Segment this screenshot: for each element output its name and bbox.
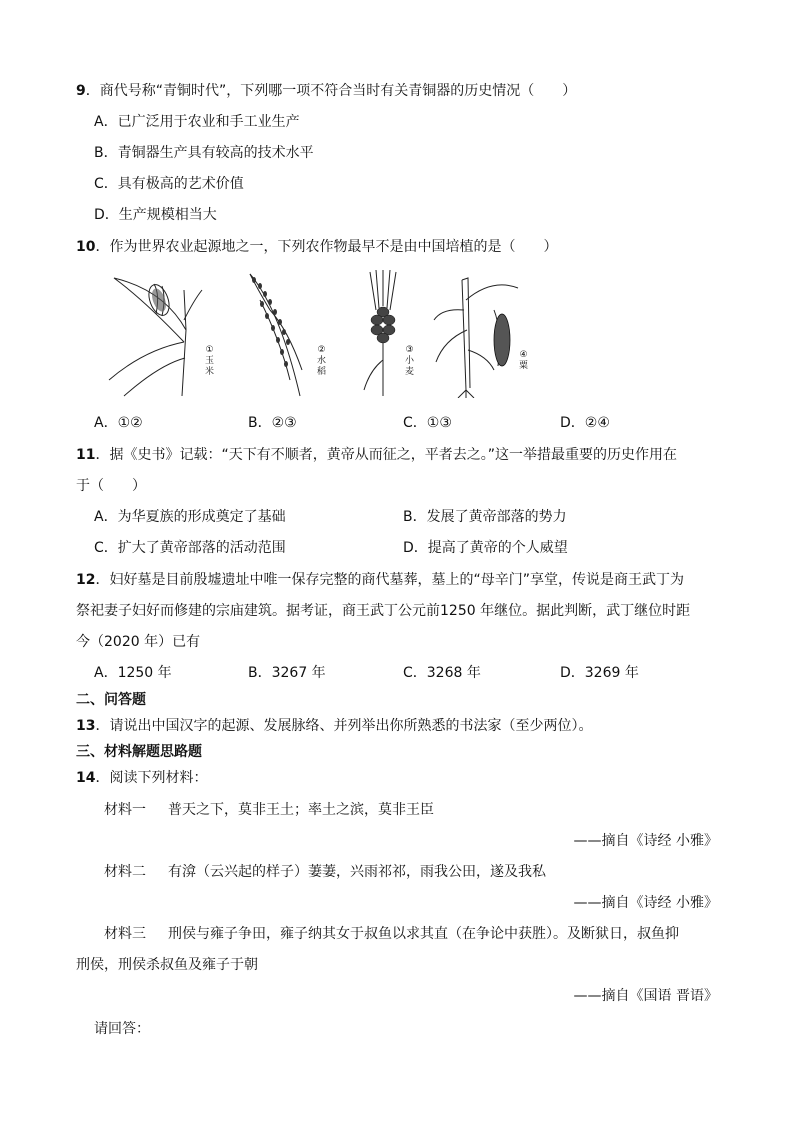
figure-label-1: ①玉米 (204, 345, 214, 377)
option-a: A．已广泛用于农业和手工业生产 (94, 114, 300, 130)
material-3-continued: 刑侯，刑侯杀叔鱼及雍子于朝 (76, 957, 258, 973)
millet-drawing (432, 270, 526, 398)
option-b: B．②③ (248, 415, 297, 431)
option-a: A．为华夏族的形成奠定了基础 (94, 509, 286, 525)
section-heading-2: 二、问答题 (76, 692, 146, 708)
option-c: C．具有极高的艺术价值 (94, 176, 244, 192)
rice-drawing (240, 270, 316, 398)
question-number: 12 (76, 572, 96, 588)
question-text: ．商代号称“青铜时代”，下列哪一项不符合当时有关青铜器的历史情况（ ） (85, 83, 577, 99)
answer-prompt: 请回答： (94, 1021, 150, 1037)
option-d: D．提高了黄帝的个人威望 (403, 540, 568, 556)
option-d: D．3269 年 (560, 665, 639, 681)
material-label: 材料三 (104, 926, 146, 942)
question-number: 10 (76, 239, 96, 255)
question-text: ．阅读下列材料： (95, 770, 208, 786)
rice-illustration (240, 270, 332, 398)
option-c: C．①③ (403, 415, 452, 431)
question-10 (76, 237, 557, 257)
question-text: ．请说出中国汉字的起源、发展脉络、并列举出你所熟悉的书法家（至少两位）。 (95, 718, 593, 734)
option-b: B．3267 年 (248, 665, 326, 681)
material-label: 材料二 (104, 864, 146, 880)
question-9 (76, 81, 576, 101)
millet-illustration (432, 270, 542, 398)
question-13 (76, 716, 592, 736)
option-a: A．①② (94, 415, 143, 431)
question-12-line-3: 今（2020 年）已有 (76, 634, 201, 650)
option-c: C．扩大了黄帝部落的活动范围 (94, 540, 286, 556)
material-3-source: ——摘自《国语 晋语》 (573, 988, 718, 1004)
figure-label-2: ②水稻 (316, 345, 326, 377)
question-11 (76, 445, 677, 465)
option-a: A．1250 年 (94, 665, 172, 681)
material-label: 材料一 (104, 802, 146, 818)
question-number: 9 (76, 83, 86, 99)
option-d: D．生产规模相当大 (94, 207, 217, 223)
question-12-line-2: 祭祀妻子妇好而修建的宗庙建筑。据考证，商王武丁公元前1250 年继位。据此判断，武丁继位时距 (76, 603, 691, 619)
wheat-drawing (362, 270, 404, 398)
question-number: 14 (76, 770, 96, 786)
question-text: ．作为世界农业起源地之一，下列农作物最早不是由中国培植的是（ ） (95, 239, 558, 255)
corn-drawing (104, 270, 204, 398)
material-text: 普天之下，莫非王土；率土之滨，莫非王臣 (168, 802, 434, 818)
corn-illustration (104, 270, 220, 398)
material-1-source: ——摘自《诗经 小雅》 (573, 833, 718, 849)
figure-label-4: ④粟 (518, 350, 528, 371)
question-text: ．据《史书》记载：“天下有不顺者，黄帝从而征之，平者去之。”这一举措最重要的历史作用在 (95, 447, 677, 463)
question-12 (76, 570, 684, 590)
figure-label-3: ③小麦 (404, 345, 414, 377)
option-b: B．发展了黄帝部落的势力 (403, 509, 567, 525)
option-d: D．②④ (560, 415, 610, 431)
material-text: 有渰（云兴起的样子）萋萋，兴雨祁祁，雨我公田，遂及我私 (168, 864, 546, 880)
option-b: B．青铜器生产具有较高的技术水平 (94, 145, 314, 161)
question-number: 13 (76, 718, 96, 734)
material-2 (104, 862, 546, 882)
question-number: 11 (76, 447, 96, 463)
question-text: ．妇好墓是目前殷墟遗址中唯一保存完整的商代墓葬，墓上的“母辛门”享堂，传说是商王武丁为 (95, 572, 684, 588)
material-3 (104, 924, 679, 944)
question-11-continued: 于（ ） (76, 478, 146, 494)
material-2-source: ——摘自《诗经 小雅》 (573, 895, 718, 911)
wheat-illustration (362, 270, 418, 398)
section-heading-3: 三、材料解题思路题 (76, 744, 202, 760)
material-1 (104, 800, 434, 820)
material-text: 刑侯与雍子争田，雍子纳其女于叔鱼以求其直（在争论中获胜）。及断狱日，叔鱼抑 (168, 926, 679, 942)
option-c: C．3268 年 (403, 665, 481, 681)
question-14 (76, 768, 207, 788)
